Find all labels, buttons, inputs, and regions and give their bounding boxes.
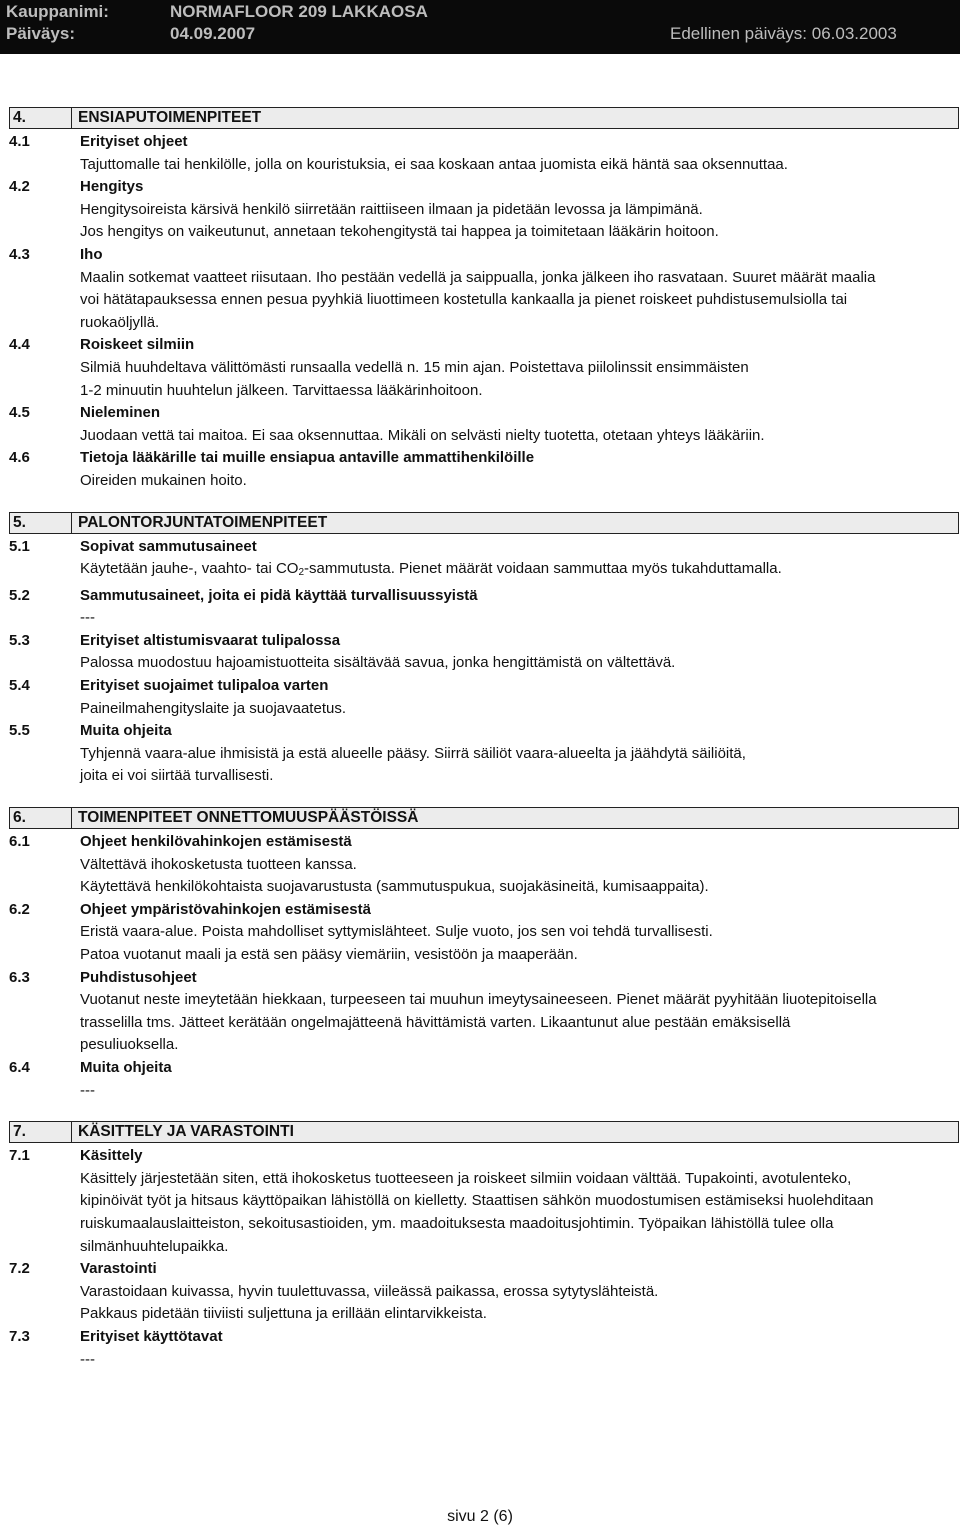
section-header [9, 107, 959, 129]
subsection-title: Käsittely [80, 1147, 143, 1165]
subsection-title: Puhdistusohjeet [80, 968, 197, 986]
subsection-body [80, 1145, 959, 1258]
section-title: PALONTORJUNTATOIMENPITEET [78, 513, 328, 531]
previous-date: Edellinen päiväys: 06.03.2003 [670, 24, 897, 43]
text-line [80, 558, 959, 585]
section-header [9, 807, 959, 829]
subsection-number: 6.4 [9, 1058, 30, 1076]
section-number: 7. [10, 1122, 72, 1142]
subsection-body [80, 720, 959, 788]
subsection-4-1 [9, 131, 959, 176]
subsection-number: 5.2 [9, 586, 30, 604]
subsection-title: Ohjeet ympäristövahinkojen estämisestä [80, 900, 371, 918]
text-line: --- [80, 1350, 95, 1368]
document-header [0, 0, 960, 54]
text-line: Vältettävä ihokosketusta tuotteen kanssa. [80, 855, 357, 873]
subsection-number: 6.3 [9, 968, 30, 986]
text-line: Vuotanut neste imeytetään hiekkaan, turpeeseen tai muuhun imeytysaineeseen. Pienet määrät pyyhitään liuotepitoisella [80, 991, 877, 1009]
subsection-number: 6.1 [9, 833, 30, 851]
text-line: Eristä vaara-alue. Poista mahdolliset syttymislähteet. Sulje vuoto, jos sen voi tehdä turvallisesti. [80, 923, 713, 941]
section-5 [9, 512, 959, 789]
subsection-title: Muita ohjeita [80, 1058, 172, 1076]
subsection-number: 4.4 [9, 336, 30, 354]
subsection-5-3 [9, 630, 959, 675]
subsection-body [80, 402, 959, 447]
subsection-4-5 [9, 402, 959, 447]
text-line: Paineilmahengityslaite ja suojavaatetus. [80, 699, 346, 717]
subsection-title: Roiskeet silmiin [80, 336, 195, 354]
section-title: ENSIAPUTOIMENPITEET [78, 109, 262, 126]
section-title: TOIMENPITEET ONNETTOMUUSPÄÄSTÖISSÄ [78, 809, 419, 827]
text-line: Tajuttomalle tai henkilölle, jolla on kouristuksia, ei saa koskaan antaa juomista eikä häntä saa oksennuttaa. [80, 155, 788, 173]
subsection-body [80, 334, 959, 402]
text-line: trasselilla tms. Jätteet kerätään ongelmajätteenä hävittämistä varten. Likaantunut alue pestään emäksisellä [80, 1013, 791, 1031]
subsection-number: 4.3 [9, 245, 30, 263]
subsection-body [80, 630, 959, 675]
subsection-title: Erityiset suojaimet tulipaloa varten [80, 677, 329, 695]
subsection-title: Sammutusaineet, joita ei pidä käyttää turvallisuussyistä [80, 586, 478, 604]
text-line: kipinöivät työt ja hitsaus käyttöpaikan lähistöllä on kielletty. Staattisen sähkön muodostumisen estämiseksi huolehditaan [80, 1192, 874, 1210]
text-line: Käsittely järjestetään siten, että ihokosketus tuotteeseen ja roiskeet silmiin voidaan välttää. Tupakointi, avotulenteko, [80, 1169, 852, 1187]
subsection-body [80, 585, 959, 630]
subsection-4-2 [9, 176, 959, 244]
page-number: sivu 2 (6) [447, 1508, 513, 1525]
text-line: Silmiä huuhdeltava välittömästi runsaalla vedellä n. 15 min ajan. Poistettava piilolinssit ensimmäisten [80, 358, 749, 376]
subsection-title: Hengitys [80, 178, 144, 196]
section-number: 4. [10, 108, 72, 128]
subsection-body [80, 899, 959, 967]
subsection-number: 4.6 [9, 449, 30, 467]
subsection-4-6 [9, 447, 959, 492]
section-6 [9, 807, 959, 1102]
subsection-number: 5.1 [9, 537, 30, 555]
text-line: --- [80, 609, 95, 627]
subsection-number: 5.3 [9, 631, 30, 649]
subsection-title: Iho [80, 245, 103, 263]
text-line: Juodaan vettä tai maitoa. Ei saa oksennuttaa. Mikäli on selvästi nielty tuotetta, otetaan yhteys lääkäriin. [80, 426, 765, 444]
subsection-5-5 [9, 720, 959, 788]
text-line: Pakkaus pidetään tiiviisti suljettuna ja erillään elintarvikkeista. [80, 1305, 487, 1323]
text-line: Tyhjennä vaara-alue ihmisistä ja estä alueelle pääsy. Siirrä säiliöt vaara-alueelta ja jäähdytä säiliöitä, [80, 744, 746, 762]
text-line: silmänhuuhtelupaikka. [80, 1237, 229, 1255]
text-line: Varastoidaan kuivassa, hyvin tuulettuvassa, viileässä paikassa, erossa sytytyslähteistä. [80, 1282, 659, 1300]
section-7 [9, 1121, 959, 1371]
text-line: voi hätätapauksessa ennen pesua pyyhkiä liuottimeen kostetulla kankaalla ja pienet roiskeet puhdistusemulsiolla tai [80, 291, 848, 309]
subsection-title: Nieleminen [80, 404, 161, 422]
section-4 [9, 107, 959, 493]
section-header [9, 512, 959, 534]
subsection-6-4 [9, 1057, 959, 1102]
subsection-body [80, 447, 959, 492]
date-label: Päiväys: [6, 24, 75, 43]
subsection-body [80, 967, 959, 1057]
subsection-title: Varastointi [80, 1260, 157, 1278]
subsection-5-4 [9, 675, 959, 720]
subsection-number: 5.5 [9, 722, 30, 740]
subsection-body [80, 536, 959, 585]
subsection-6-2 [9, 899, 959, 967]
subsection-body [80, 1057, 959, 1102]
subsection-number: 4.5 [9, 404, 30, 422]
subsection-body [80, 176, 959, 244]
subsection-number: 6.2 [9, 900, 30, 918]
subsection-title: Erityiset ohjeet [80, 133, 188, 150]
product-label: Kauppanimi: [6, 2, 109, 21]
text-line: ruiskumaalauslaitteiston, sekoitusastioiden, ym. maadoituksesta maadoitusjohtimin. Työpaikan lähistöllä tulee olla [80, 1214, 834, 1232]
text-line: Maalin sotkemat vaatteet riisutaan. Iho pestään vedellä ja saippualla, jonka jälkeen iho rasvataan. Suuret määrät maalia [80, 268, 876, 286]
subsection-title: Erityiset käyttötavat [80, 1327, 223, 1345]
subsection-4-3 [9, 244, 959, 334]
subsection-number: 7.3 [9, 1327, 30, 1345]
section-number: 5. [10, 513, 72, 533]
document-date: 04.09.2007 [170, 24, 256, 43]
subsection-title: Muita ohjeita [80, 722, 172, 740]
subsection-title: Erityiset altistumisvaarat tulipalossa [80, 631, 341, 649]
subsection-7-3 [9, 1326, 959, 1371]
subsection-number: 5.4 [9, 677, 30, 695]
subsection-number: 7.2 [9, 1260, 30, 1278]
document-body [9, 107, 959, 1390]
section-number: 6. [10, 808, 72, 828]
subsection-title: Sopivat sammutusaineet [80, 537, 257, 555]
text-line: ruokaöljyllä. [80, 313, 160, 331]
subsection-body [80, 831, 959, 899]
text-line: Oireiden mukainen hoito. [80, 471, 247, 489]
subsection-body [80, 675, 959, 720]
text-line: Patoa vuotanut maali ja estä sen pääsy viemäriin, vesistöön ja maaperään. [80, 946, 578, 963]
subsection-body [80, 131, 959, 176]
subsection-body [80, 1258, 959, 1326]
subsection-6-1 [9, 831, 959, 899]
text-line: Palossa muodostuu hajoamistuotteita sisältävää savua, jonka hengittämistä on vältettävä. [80, 654, 676, 672]
subsection-number: 7.1 [9, 1147, 30, 1165]
text-line: 1-2 minuutin huuhtelun jälkeen. Tarvittaessa lääkärinhoitoon. [80, 381, 483, 399]
text-line: --- [80, 1081, 95, 1099]
text-fragment: Käytetään jauhe-, vaahto- tai CO [80, 560, 299, 578]
subsection-5-1 [9, 536, 959, 585]
subsection-title: Tietoja lääkärille tai muille ensiapua antaville ammattihenkilöille [80, 449, 535, 467]
subsection-number: 4.1 [9, 133, 30, 150]
subsection-7-2 [9, 1258, 959, 1326]
text-line: Hengitysoireista kärsivä henkilö siirretään raittiiseen ilmaan ja pidetään levossa ja lämpimänä. [80, 200, 703, 218]
co2-subscript: 2 [298, 567, 305, 579]
subsection-6-3 [9, 967, 959, 1057]
subsection-4-4 [9, 334, 959, 402]
section-header [9, 1121, 959, 1143]
text-line: Käytettävä henkilökohtaista suojavarustusta (sammutuspukua, suojakäsineitä, kumisaappaita). [80, 878, 709, 896]
subsection-7-1 [9, 1145, 959, 1258]
subsection-title: Ohjeet henkilövahinkojen estämisestä [80, 833, 352, 851]
text-line: joita ei voi siirtää turvallisesti. [80, 767, 274, 785]
subsection-number: 4.2 [9, 178, 30, 196]
text-line: Jos hengitys on vaikeutunut, annetaan tekohengitystä tai happea ja toimitetaan lääkärin hoitoon. [80, 223, 719, 241]
subsection-5-2 [9, 585, 959, 630]
subsection-body [80, 1326, 959, 1371]
text-fragment: -sammutusta. Pienet määrät voidaan sammuttaa myös tukahduttamalla. [304, 560, 782, 578]
subsection-body [80, 244, 959, 334]
product-name: NORMAFLOOR 209 LAKKAOSA [170, 2, 428, 21]
text-line: pesuliuoksella. [80, 1036, 179, 1054]
section-title: KÄSITTELY JA VARASTOINTI [78, 1123, 294, 1141]
